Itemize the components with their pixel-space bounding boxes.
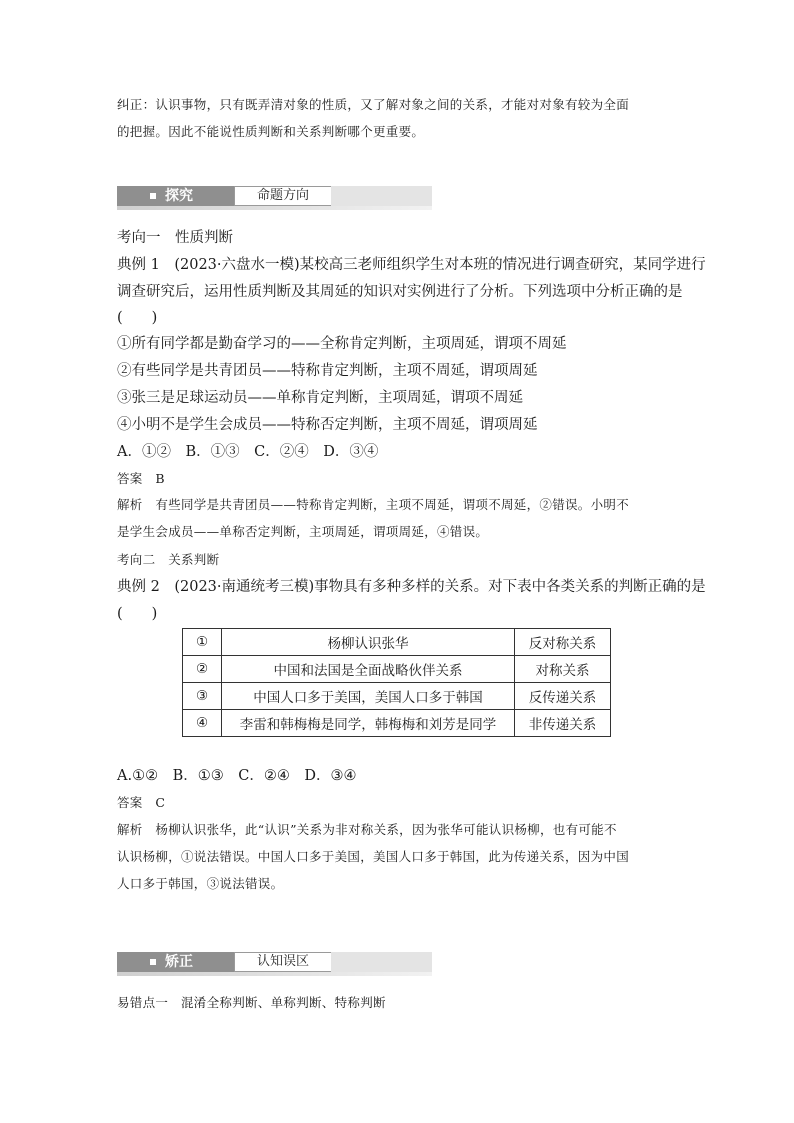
row-relation: 反传递关系 [515, 683, 611, 710]
square-bullet-icon [150, 193, 156, 199]
banner-tag: 命题方向 [234, 186, 332, 206]
banner-title: 探究 [165, 188, 193, 204]
option-2: ②有些同学是共青团员——特称肯定判断，主项不周延，谓项周延 [117, 363, 538, 379]
row-relation: 对称关系 [515, 656, 611, 683]
table-row [183, 710, 611, 737]
table-row [183, 629, 611, 656]
relation-table [182, 628, 611, 737]
option-4: ④小明不是学生会成员——特称否定判断，主项不周延，谓项周延 [117, 417, 538, 433]
row-number: ③ [183, 683, 222, 710]
row-statement: 李雷和韩梅梅是同学，韩梅梅和刘芳是同学 [222, 710, 515, 737]
example-1-choices: A．①② B．①③ C．②④ D．③④ [117, 444, 379, 460]
row-statement: 杨柳认识张华 [222, 629, 515, 656]
option-3: ③张三是足球运动员——单称肯定判断，主项周延，谓项不周延 [117, 390, 523, 406]
example-2-blank: ( ) [117, 606, 158, 622]
row-relation: 非传递关系 [515, 710, 611, 737]
example-1-blank: ( ) [117, 310, 158, 326]
row-number: ① [183, 629, 222, 656]
example-2-analysis-3: 人口多于韩国，③说法错误。 [117, 876, 284, 891]
banner-tag: 认知误区 [234, 952, 332, 972]
option-1: ①所有同学都是勤奋学习的——全称肯定判断，主项周延，谓项不周延 [117, 336, 567, 352]
banner-title: 矫正 [165, 954, 193, 970]
example-2-answer: 答案 C [117, 795, 166, 810]
example-1-line-1: 典例 1 (2023·六盘水一模)某校高三老师组织学生对本班的情况进行调查研究，某同学进行 [117, 257, 706, 273]
row-number: ④ [183, 710, 222, 737]
example-1-analysis-1: 解析 有些同学是共青团员——特称肯定判断，主项不周延，谓项不周延，②错误。小明不 [117, 497, 630, 512]
example-1-answer: 答案 B [117, 471, 165, 486]
section-2-label: 考向二 关系判断 [117, 552, 220, 567]
table-row [183, 656, 611, 683]
example-1-line-2: 调查研究后，运用性质判断及其周延的知识对实例进行了分析。下列选项中分析正确的是 [117, 284, 683, 300]
intro-line-1: 纠正：认识事物，只有既弄清对象的性质，又了解对象之间的关系，才能对对象有较为全面 [117, 97, 630, 112]
table-row [183, 683, 611, 710]
row-relation: 反对称关系 [515, 629, 611, 656]
section-banner-explore [117, 186, 432, 210]
row-statement: 中国和法国是全面战略伙伴关系 [222, 656, 515, 683]
section-1-label: 考向一 性质判断 [117, 230, 233, 246]
example-2-analysis-1: 解析 杨柳认识张华，此“认识”关系为非对称关系，因为张华可能认识杨柳，也有可能不 [117, 822, 617, 837]
example-1-analysis-2: 是学生会成员——单称否定判断，主项周延，谓项周延，④错误。 [117, 524, 489, 539]
row-number: ② [183, 656, 222, 683]
square-bullet-icon [150, 959, 156, 965]
pitfall-label: 易错点一 混淆全称判断、单称判断、特称判断 [117, 995, 386, 1010]
example-2-choices: A.①② B．①③ C．②④ D．③④ [117, 768, 357, 784]
example-2-analysis-2: 认识杨柳，①说法错误。中国人口多于美国，美国人口多于韩国，此为传递关系，因为中国 [117, 849, 630, 864]
intro-line-2: 的把握。因此不能说性质判断和关系判断哪个更重要。 [117, 124, 425, 139]
example-2-line-1: 典例 2 (2023·南通统考三模)事物具有多种多样的关系。对下表中各类关系的判断正确的是 [117, 579, 706, 595]
section-banner-correct [117, 952, 432, 976]
row-statement: 中国人口多于美国，美国人口多于韩国 [222, 683, 515, 710]
